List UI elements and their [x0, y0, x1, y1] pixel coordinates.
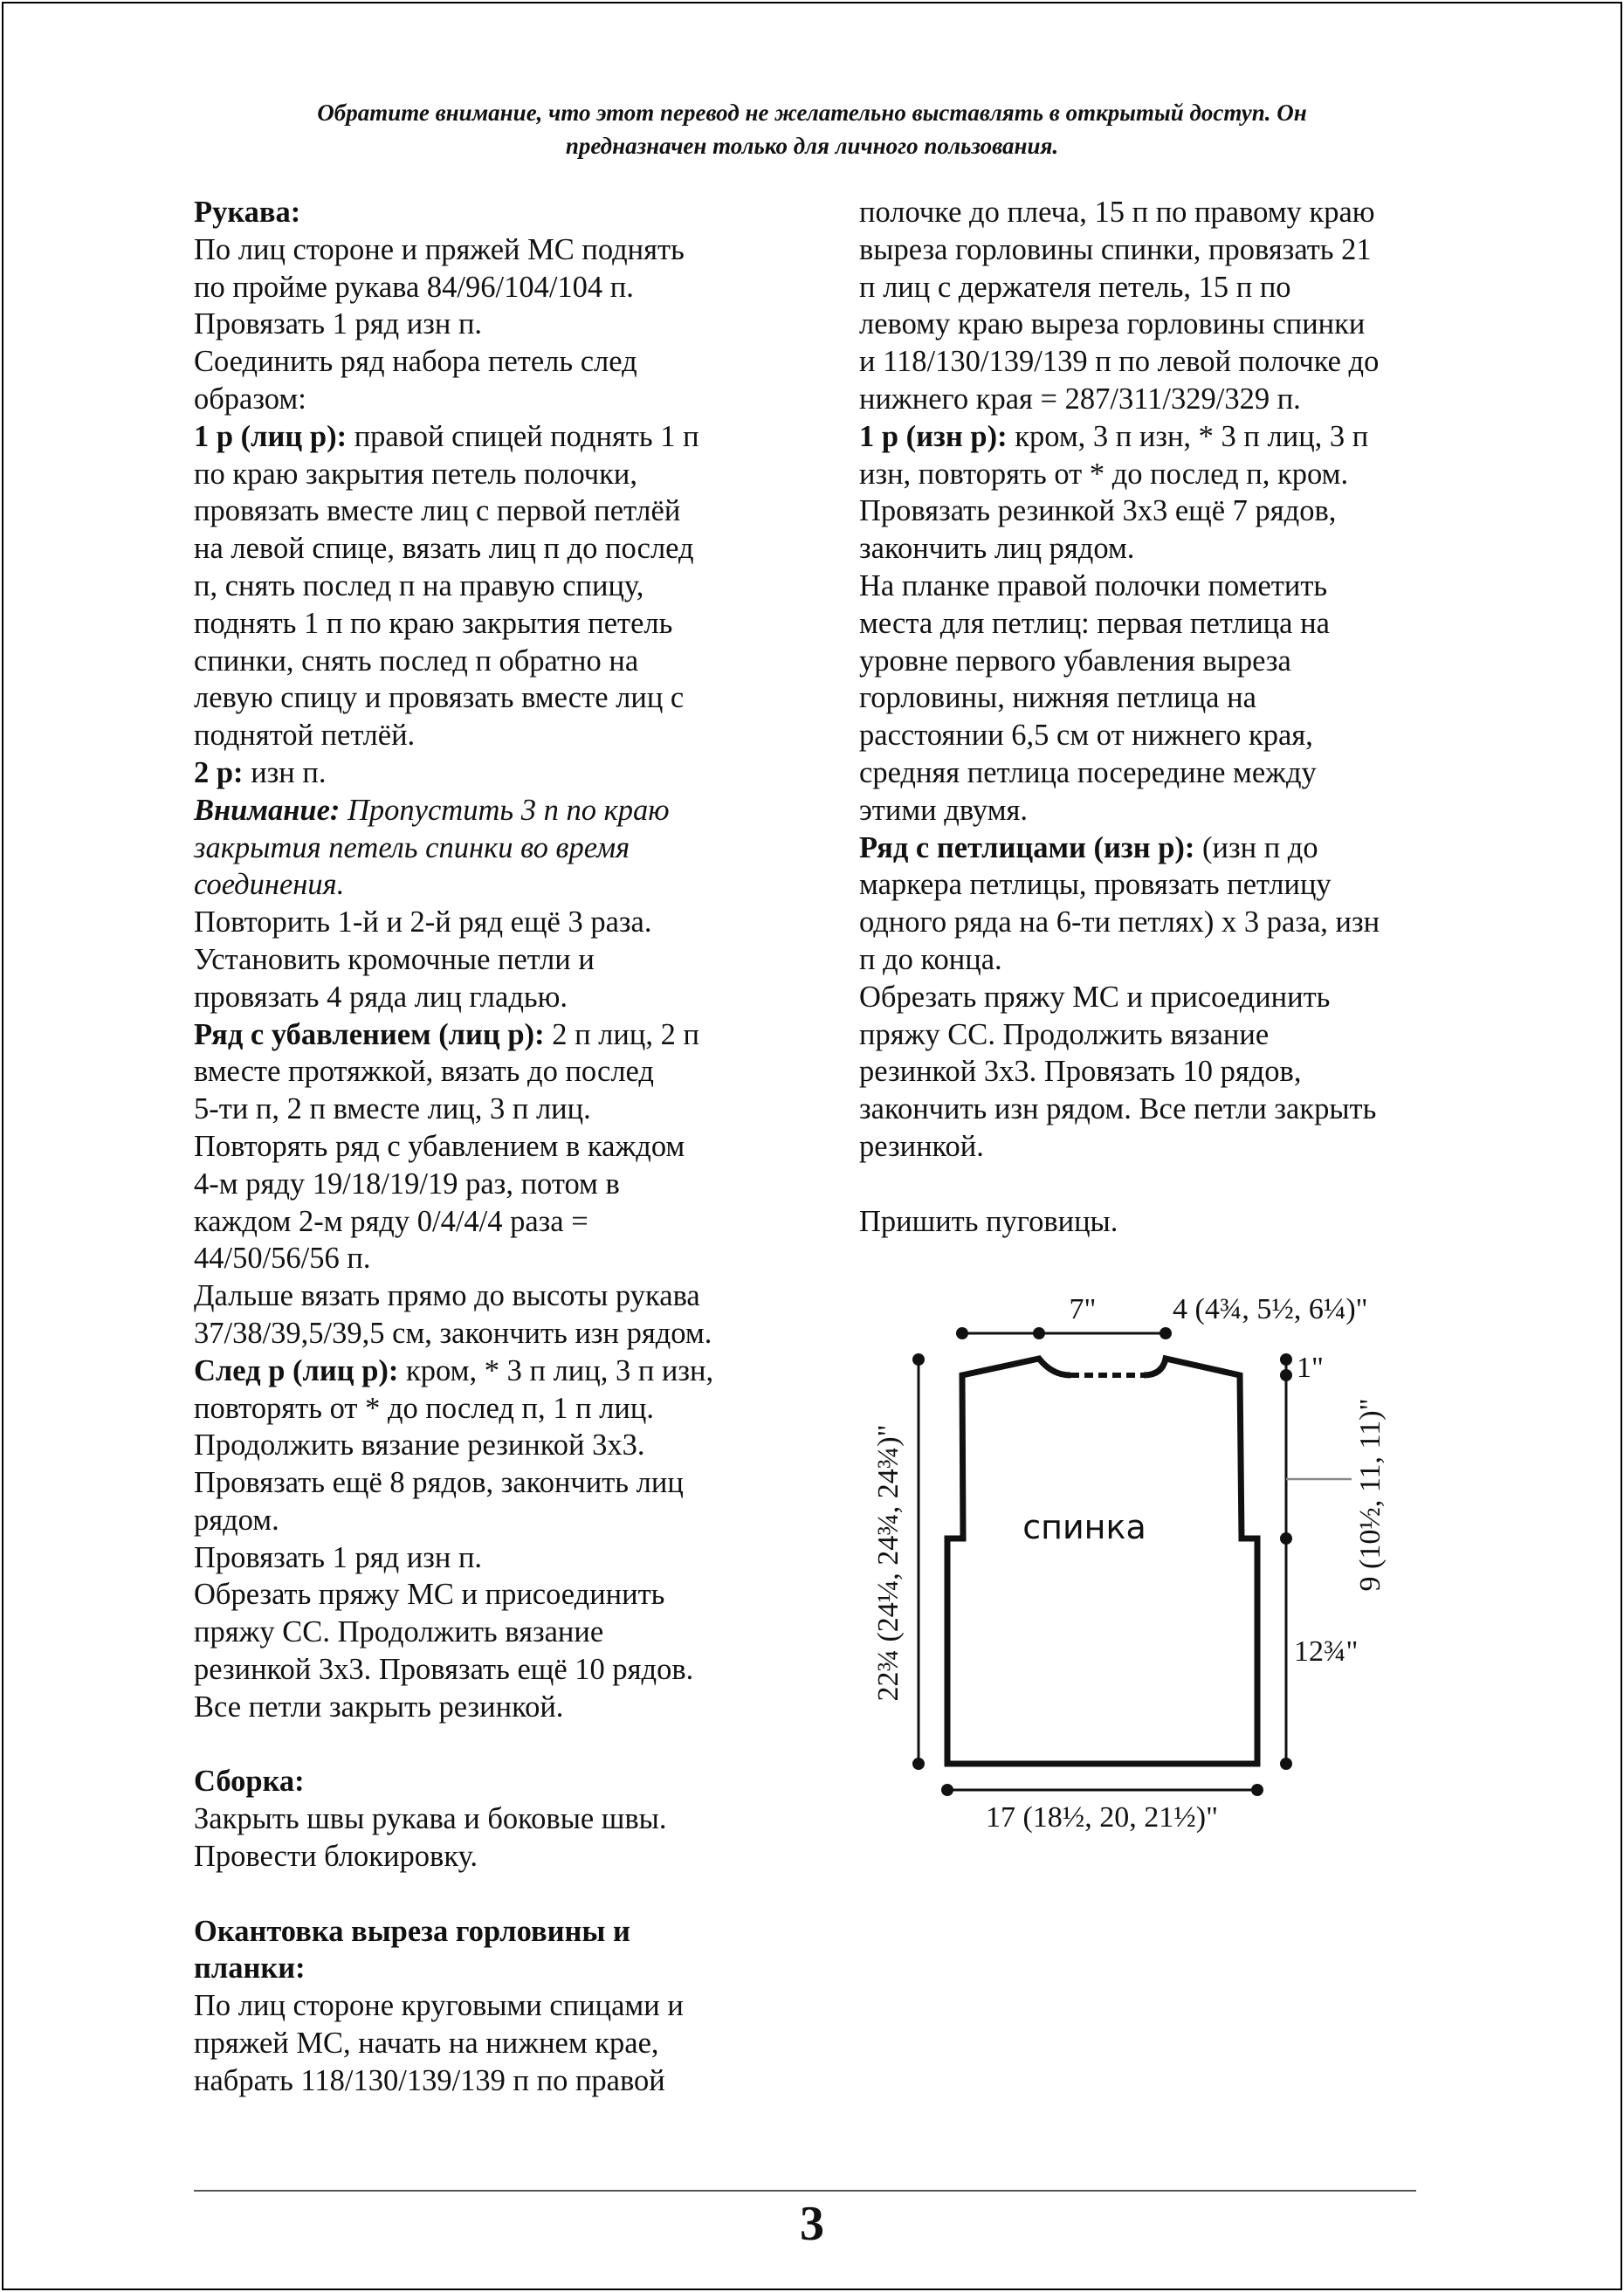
text-line: 37/38/39,5/39,5 см, закончить изн рядом. — [194, 1316, 712, 1350]
dimension-dot — [1251, 1784, 1263, 1796]
section-heading-sleeves: Рукава: — [194, 196, 301, 229]
text-line: полочке до плеча, 15 п по правому краю — [859, 196, 1375, 229]
text-line: закончить изн рядом. Все петли закрыть — [859, 1092, 1377, 1126]
row-label: След р (лиц р): — [194, 1353, 399, 1387]
text-line: повторять от * до послед п, 1 п лиц. — [194, 1391, 654, 1425]
row-label: Ряд с убавлением (лиц р): — [194, 1017, 545, 1051]
text-line: места для петлиц: первая петлица на — [859, 606, 1330, 640]
row-text: правой спицей поднять 1 п — [347, 419, 699, 453]
paragraph-gap — [194, 1726, 788, 1764]
panel-outline — [947, 1359, 1257, 1764]
decrease-row-instruction — [194, 1016, 788, 1054]
text-line: Обрезать пряжу МС и присоединить — [194, 1578, 665, 1612]
side-length-label: 12¾" — [1294, 1635, 1359, 1668]
paragraph-gap — [859, 1166, 1453, 1203]
notice-line-2: предназначен только для личного пользования. — [565, 133, 1059, 159]
text-line: Провязать резинкой 3х3 ещё 7 рядов, — [859, 494, 1337, 528]
shoulder-drop-label: 1" — [1297, 1352, 1324, 1384]
row-text: кром, 3 п изн, * 3 п лиц, 3 п — [1007, 419, 1369, 453]
text-line: и 118/130/139/139 п по левой полочке до — [859, 345, 1380, 379]
row-text: изн п. — [243, 755, 327, 789]
text-line: одного ряда на 6-ти петлях) х 3 раза, изн — [859, 905, 1380, 940]
dimension-dot — [1033, 1327, 1045, 1339]
text-line: расстоянии 6,5 см от нижнего края, — [859, 719, 1313, 753]
text-line: Повторить 1-й и 2-й ряд ещё 3 раза. — [194, 905, 652, 940]
text-line: По лиц стороне круговыми спицами и — [194, 1989, 684, 2023]
row-1-wrong-side-instruction — [859, 418, 1453, 456]
dimension-dot — [1280, 1758, 1292, 1770]
text-line: Все петли закрыть резинкой. — [194, 1690, 564, 1724]
text-line: средняя петлица посередине между — [859, 755, 1317, 789]
text-line: маркера петлицы, провязать петлицу — [859, 868, 1332, 902]
text-line: уровне первого убавления выреза — [859, 644, 1291, 678]
attention-line: закрытия петель спинки во время — [194, 830, 630, 864]
text-line: набрать 118/130/139/139 п по правой — [194, 2063, 665, 2097]
text-line: поднять 1 п по краю закрытия петель — [194, 606, 673, 640]
row-label: 1 р (лиц р): — [194, 419, 348, 453]
section-heading-neckband-cont: планки: — [194, 1951, 306, 1986]
text-line: нижнего края = 287/311/329/329 п. — [859, 382, 1301, 416]
text-line: на левой спице, вязать лиц п до послед — [194, 532, 694, 566]
text-line: Провязать 1 ряд изн п. — [194, 1540, 483, 1574]
neck-width-label: 7" — [1069, 1293, 1097, 1325]
next-row-instruction — [194, 1352, 788, 1390]
text-line: Провязать ещё 8 рядов, закончить лиц — [194, 1466, 684, 1500]
text-line: закончить лиц рядом. — [859, 532, 1135, 566]
text-line: поднятой петлёй. — [194, 719, 416, 753]
panel-label: спинка — [1022, 1508, 1146, 1546]
text-line: Продолжить вязание резинкой 3х3. — [194, 1428, 645, 1463]
text-line: провязать 4 ряда лиц гладью. — [194, 980, 568, 1014]
text-line: 5-ти п, 2 п вместе лиц, 3 п лиц. — [194, 1092, 591, 1126]
attention-line: соединения. — [194, 868, 345, 902]
text-line: образом: — [194, 382, 306, 416]
text-line: по пройме рукава 84/96/104/104 п. — [194, 270, 634, 304]
footer-divider — [194, 2190, 1416, 2192]
dimension-dot — [1280, 1369, 1292, 1381]
text-line: По лиц стороне и пряжей МС поднять — [194, 232, 685, 266]
text-line: Провести блокировку. — [194, 1840, 478, 1874]
text-line: резинкой 3х3. Провязать ещё 10 рядов. — [194, 1653, 694, 1687]
text-line: п, снять послед п на правую спицу, — [194, 568, 644, 602]
text-line: по краю закрытия петель полочки, — [194, 457, 637, 491]
text-line: изн, повторять от * до послед п, кром. — [859, 457, 1349, 491]
text-line: левому краю выреза горловины спинки — [859, 307, 1366, 341]
text-line: Обрезать пряжу МС и присоединить — [859, 980, 1331, 1014]
dimension-dot — [956, 1327, 968, 1339]
text-line: Повторять ряд с убавлением в каждом — [194, 1129, 685, 1163]
text-line: пряжу СС. Продолжить вязание — [194, 1615, 604, 1649]
section-heading-assembly: Сборка: — [194, 1765, 305, 1799]
notice-line-1: Обратите внимание, что этот перевод не желательно выставлять в открытый доступ. Он — [317, 100, 1307, 126]
text-line: п лиц с держателя петель, 15 п по — [859, 270, 1291, 304]
text-line: рядом. — [194, 1503, 279, 1537]
text-line: 4-м ряду 19/18/19/19 раз, потом в — [194, 1167, 620, 1201]
dimension-dot — [912, 1353, 925, 1366]
total-length-label: 22¾ (24¼, 24¾, 24¾)" — [872, 1424, 905, 1702]
right-column — [859, 194, 1453, 1240]
text-line: 44/50/56/56 п. — [194, 1242, 371, 1276]
text-line: спинки, снять послед п обратно на — [194, 644, 639, 678]
bottom-width-label: 17 (18½, 20, 21½)" — [985, 1801, 1219, 1834]
text-line: вместе протяжкой, вязать до послед — [194, 1055, 654, 1089]
text-line: пряжу СС. Продолжить вязание — [859, 1017, 1270, 1051]
text-line: Дальше вязать прямо до высоты рукава — [194, 1279, 700, 1313]
text-line: Закрыть швы рукава и боковые швы. — [194, 1802, 667, 1836]
dimension-dot — [1280, 1353, 1292, 1366]
text-line: резинкой 3х3. Провязать 10 рядов, — [859, 1055, 1302, 1089]
text-line: пряжей МС, начать на нижнем крае, — [194, 2027, 659, 2061]
attention-text: Пропустить 3 п по краю — [340, 793, 670, 827]
text-line: Провязать 1 ряд изн п. — [194, 307, 483, 341]
text-line: провязать вместе лиц с первой петлёй — [194, 494, 681, 528]
row-text: (изн п до — [1194, 830, 1318, 864]
text-line: выреза горловины спинки, провязать 21 — [859, 232, 1372, 266]
dimension-dot — [941, 1784, 953, 1796]
back-panel-schematic — [864, 1275, 1423, 1851]
dimension-dot — [1280, 1532, 1292, 1545]
left-column — [194, 194, 788, 2100]
text-line: резинкой. — [859, 1129, 984, 1163]
row-label: 2 р: — [194, 755, 244, 789]
shoulder-width-label: 4 (4¾, 5½, 6¼)" — [1173, 1293, 1368, 1325]
section-heading-neckband: Окантовка выреза горловины и — [194, 1914, 630, 1948]
page-number: 3 — [800, 2197, 824, 2251]
dimension-dot — [1160, 1327, 1172, 1339]
text-line: этими двумя. — [859, 793, 1029, 827]
attention-label: Внимание: — [194, 793, 341, 827]
text-line: каждом 2-м ряду 0/4/4/4 раза = — [194, 1204, 588, 1238]
text-line: левую спицу и провязать вместе лиц с — [194, 681, 685, 715]
dimension-dot — [912, 1758, 925, 1770]
row-2-instruction — [194, 754, 788, 792]
text-line: горловины, нижняя петлица на — [859, 681, 1256, 715]
row-label: Ряд с петлицами (изн р): — [859, 830, 1195, 864]
row-label: 1 р (изн р): — [859, 419, 1008, 453]
armhole-depth-label: 9 (10½, 11, 11)" — [1354, 1398, 1387, 1592]
paragraph-gap — [194, 1876, 788, 1913]
attention-note — [194, 792, 788, 829]
buttonhole-row-instruction — [859, 829, 1453, 867]
text-line: Соединить ряд набора петель след — [194, 345, 637, 379]
text-line: п до конца. — [859, 942, 1002, 976]
row-1-instruction — [194, 418, 788, 456]
row-text: кром, * 3 п лиц, 3 п изн, — [398, 1353, 714, 1387]
text-line: Пришить пуговицы. — [859, 1204, 1118, 1238]
translation-notice — [157, 96, 1467, 162]
text-line: На планке правой полочки пометить — [859, 568, 1328, 602]
row-text: 2 п лиц, 2 п — [544, 1017, 699, 1051]
text-line: Установить кромочные петли и — [194, 942, 595, 976]
